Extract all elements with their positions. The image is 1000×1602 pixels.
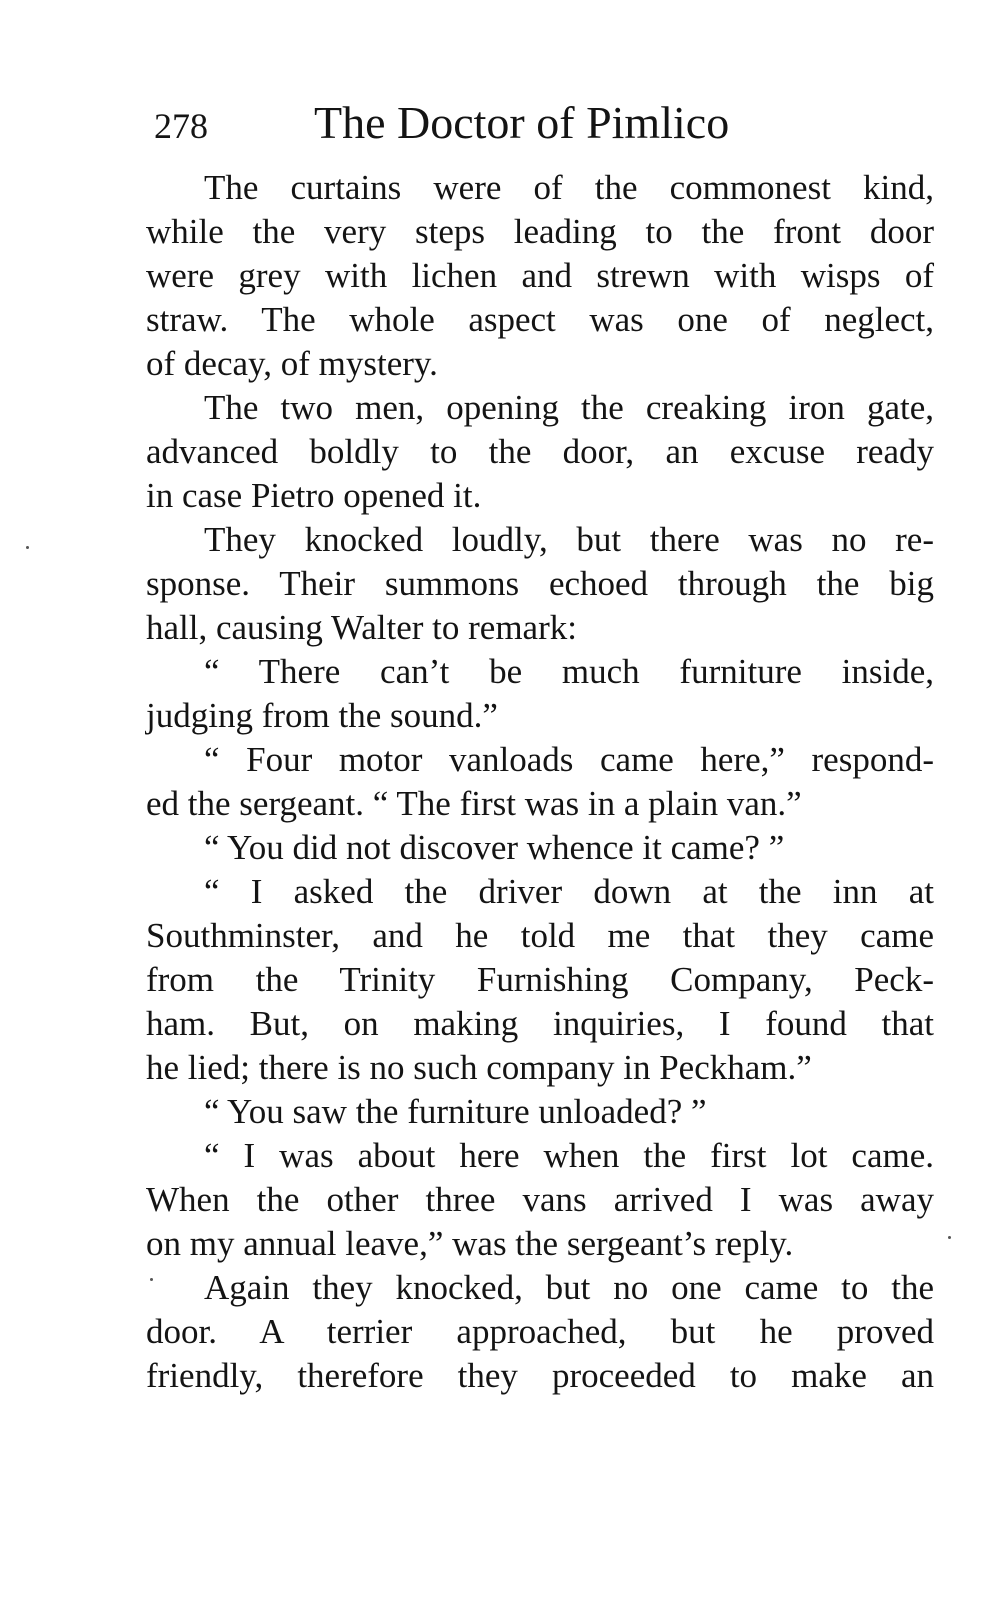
text-line: Southminster, and he told me that they came xyxy=(146,916,934,955)
text-line: from the Trinity Furnishing Company, Peck- xyxy=(146,960,934,999)
running-title: The Doctor of Pimlico xyxy=(314,97,730,148)
text-line: friendly, therefore they proceeded to make an xyxy=(146,1356,934,1395)
text-line: When the other three vans arrived I was away xyxy=(146,1180,934,1219)
text-line: sponse. Their summons echoed through the big xyxy=(146,564,934,603)
text-line: judging from the sound.” xyxy=(146,696,498,735)
text-line: of decay, of mystery. xyxy=(146,344,438,383)
text-line: “ You saw the furniture unloaded? ” xyxy=(204,1092,707,1131)
print-speck xyxy=(26,546,29,549)
print-speck xyxy=(948,1236,951,1239)
text-line: “ I was about here when the first lot came. xyxy=(204,1136,934,1175)
page-header xyxy=(148,96,808,156)
text-line: The curtains were of the commonest kind, xyxy=(204,168,934,207)
text-line: while the very steps leading to the front door xyxy=(146,212,934,251)
text-line: advanced boldly to the door, an excuse ready xyxy=(146,432,934,471)
text-line: ed the sergeant. “ The first was in a plain van.” xyxy=(146,784,802,823)
text-line: in case Pietro opened it. xyxy=(146,476,482,515)
text-line: “ There can’t be much furniture inside, xyxy=(204,652,934,691)
text-line: Again they knocked, but no one came to the xyxy=(204,1268,934,1307)
print-speck xyxy=(150,1278,153,1281)
text-line: he lied; there is no such company in Peckham.” xyxy=(146,1048,812,1087)
text-line: straw. The whole aspect was one of neglect, xyxy=(146,300,934,339)
text-line: They knocked loudly, but there was no re- xyxy=(204,520,934,559)
text-line: “ Four motor vanloads came here,” respond- xyxy=(204,740,934,779)
text-line: “ You did not discover whence it came? ” xyxy=(204,828,785,867)
text-line: “ I asked the driver down at the inn at xyxy=(204,872,934,911)
text-line: door. A terrier approached, but he proved xyxy=(146,1312,934,1351)
text-line: ham. But, on making inquiries, I found that xyxy=(146,1004,934,1043)
body-text xyxy=(146,166,934,1398)
text-line: were grey with lichen and strewn with wisps of xyxy=(146,256,934,295)
text-line: The two men, opening the creaking iron gate, xyxy=(204,388,934,427)
text-line: on my annual leave,” was the sergeant’s reply. xyxy=(146,1224,794,1263)
page-number: 278 xyxy=(154,106,208,146)
text-line: hall, causing Walter to remark: xyxy=(146,608,577,647)
